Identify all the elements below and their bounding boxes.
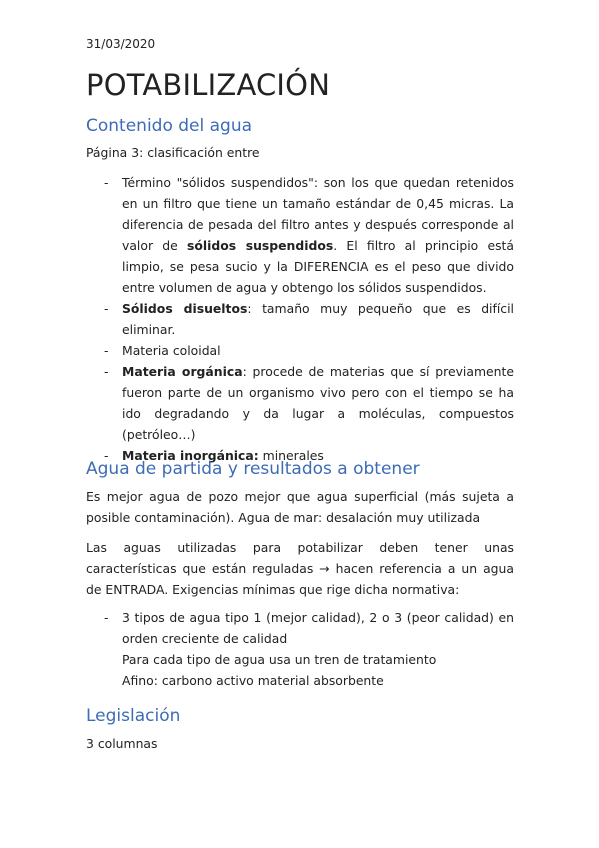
bold-term: sólidos suspendidos — [186, 238, 334, 253]
contenido-intro: Página 3: clasificación entre — [86, 145, 260, 160]
dash-marker: - — [104, 364, 109, 379]
list-item-text: Término "sólidos suspendidos": son los que quedan retenidos en un filtro que tiene un tamaño estándar de 0,45 micras. La diferencia de pesada del filtro antes y después corresponde al valor de — [122, 175, 514, 253]
dash-marker: - — [104, 301, 109, 316]
list-item-text: minerales — [258, 448, 324, 463]
contenido-list — [0, 172, 514, 466]
document-date: 31/03/2020 — [86, 37, 156, 51]
agua-partida-paragraph-2: Las aguas utilizadas para potabilizar deben tener unas características que están reguladas → hacen referencia a un agua de ENTRADA. Exigencias mínimas que rige dicha normativa: — [86, 540, 514, 597]
list-item — [0, 340, 514, 361]
bold-term: Materia orgánica — [122, 364, 243, 379]
agua-partida-list — [0, 607, 514, 691]
agua-partida-paragraph-1: Es mejor agua de pozo mejor que agua superficial (más sujeta a posible contaminación). Agua de mar: desalación muy utilizada — [86, 489, 514, 525]
list-item — [0, 361, 514, 445]
bold-term: Materia inorgánica: — [122, 448, 259, 463]
heading-legislacion: Legislación — [86, 706, 181, 726]
dash-marker: - — [104, 610, 109, 625]
legislacion-text: 3 columnas — [86, 736, 158, 751]
list-item-text: : procede de materias que sí previamente fueron parte de un organismo vivo pero con el tiempo se ha ido degradando y da lugar a moléculas, compuestos (petróleo…) — [122, 364, 514, 442]
list-item-text: 3 tipos de agua tipo 1 (mejor calidad), 2 o 3 (peor calidad) en orden creciente de calidad — [122, 610, 514, 646]
heading-agua-partida: Agua de partida y resultados a obtener — [86, 459, 420, 479]
list-item — [0, 298, 514, 340]
dash-marker: - — [104, 175, 109, 190]
list-item-text: Materia coloidal — [122, 343, 221, 358]
list-item-subline: Afino: carbono activo material absorbente — [122, 673, 384, 688]
document-title: POTABILIZACIÓN — [86, 68, 331, 102]
dash-marker: - — [104, 448, 109, 463]
bold-term: Sólidos disueltos — [122, 301, 248, 316]
list-item-text: : tamaño muy pequeño que es difícil eliminar. — [122, 301, 515, 337]
dash-marker: - — [104, 343, 109, 358]
heading-contenido: Contenido del agua — [86, 116, 253, 136]
list-item-subline: Para cada tipo de agua usa un tren de tratamiento — [122, 652, 437, 667]
list-item — [0, 172, 514, 298]
list-item-text: . El filtro al principio está limpio, se pesa sucio y la DIFERENCIA es el peso que divido entre volumen de agua y obtengo los sólidos suspendidos. — [122, 238, 515, 295]
list-item — [0, 607, 514, 691]
